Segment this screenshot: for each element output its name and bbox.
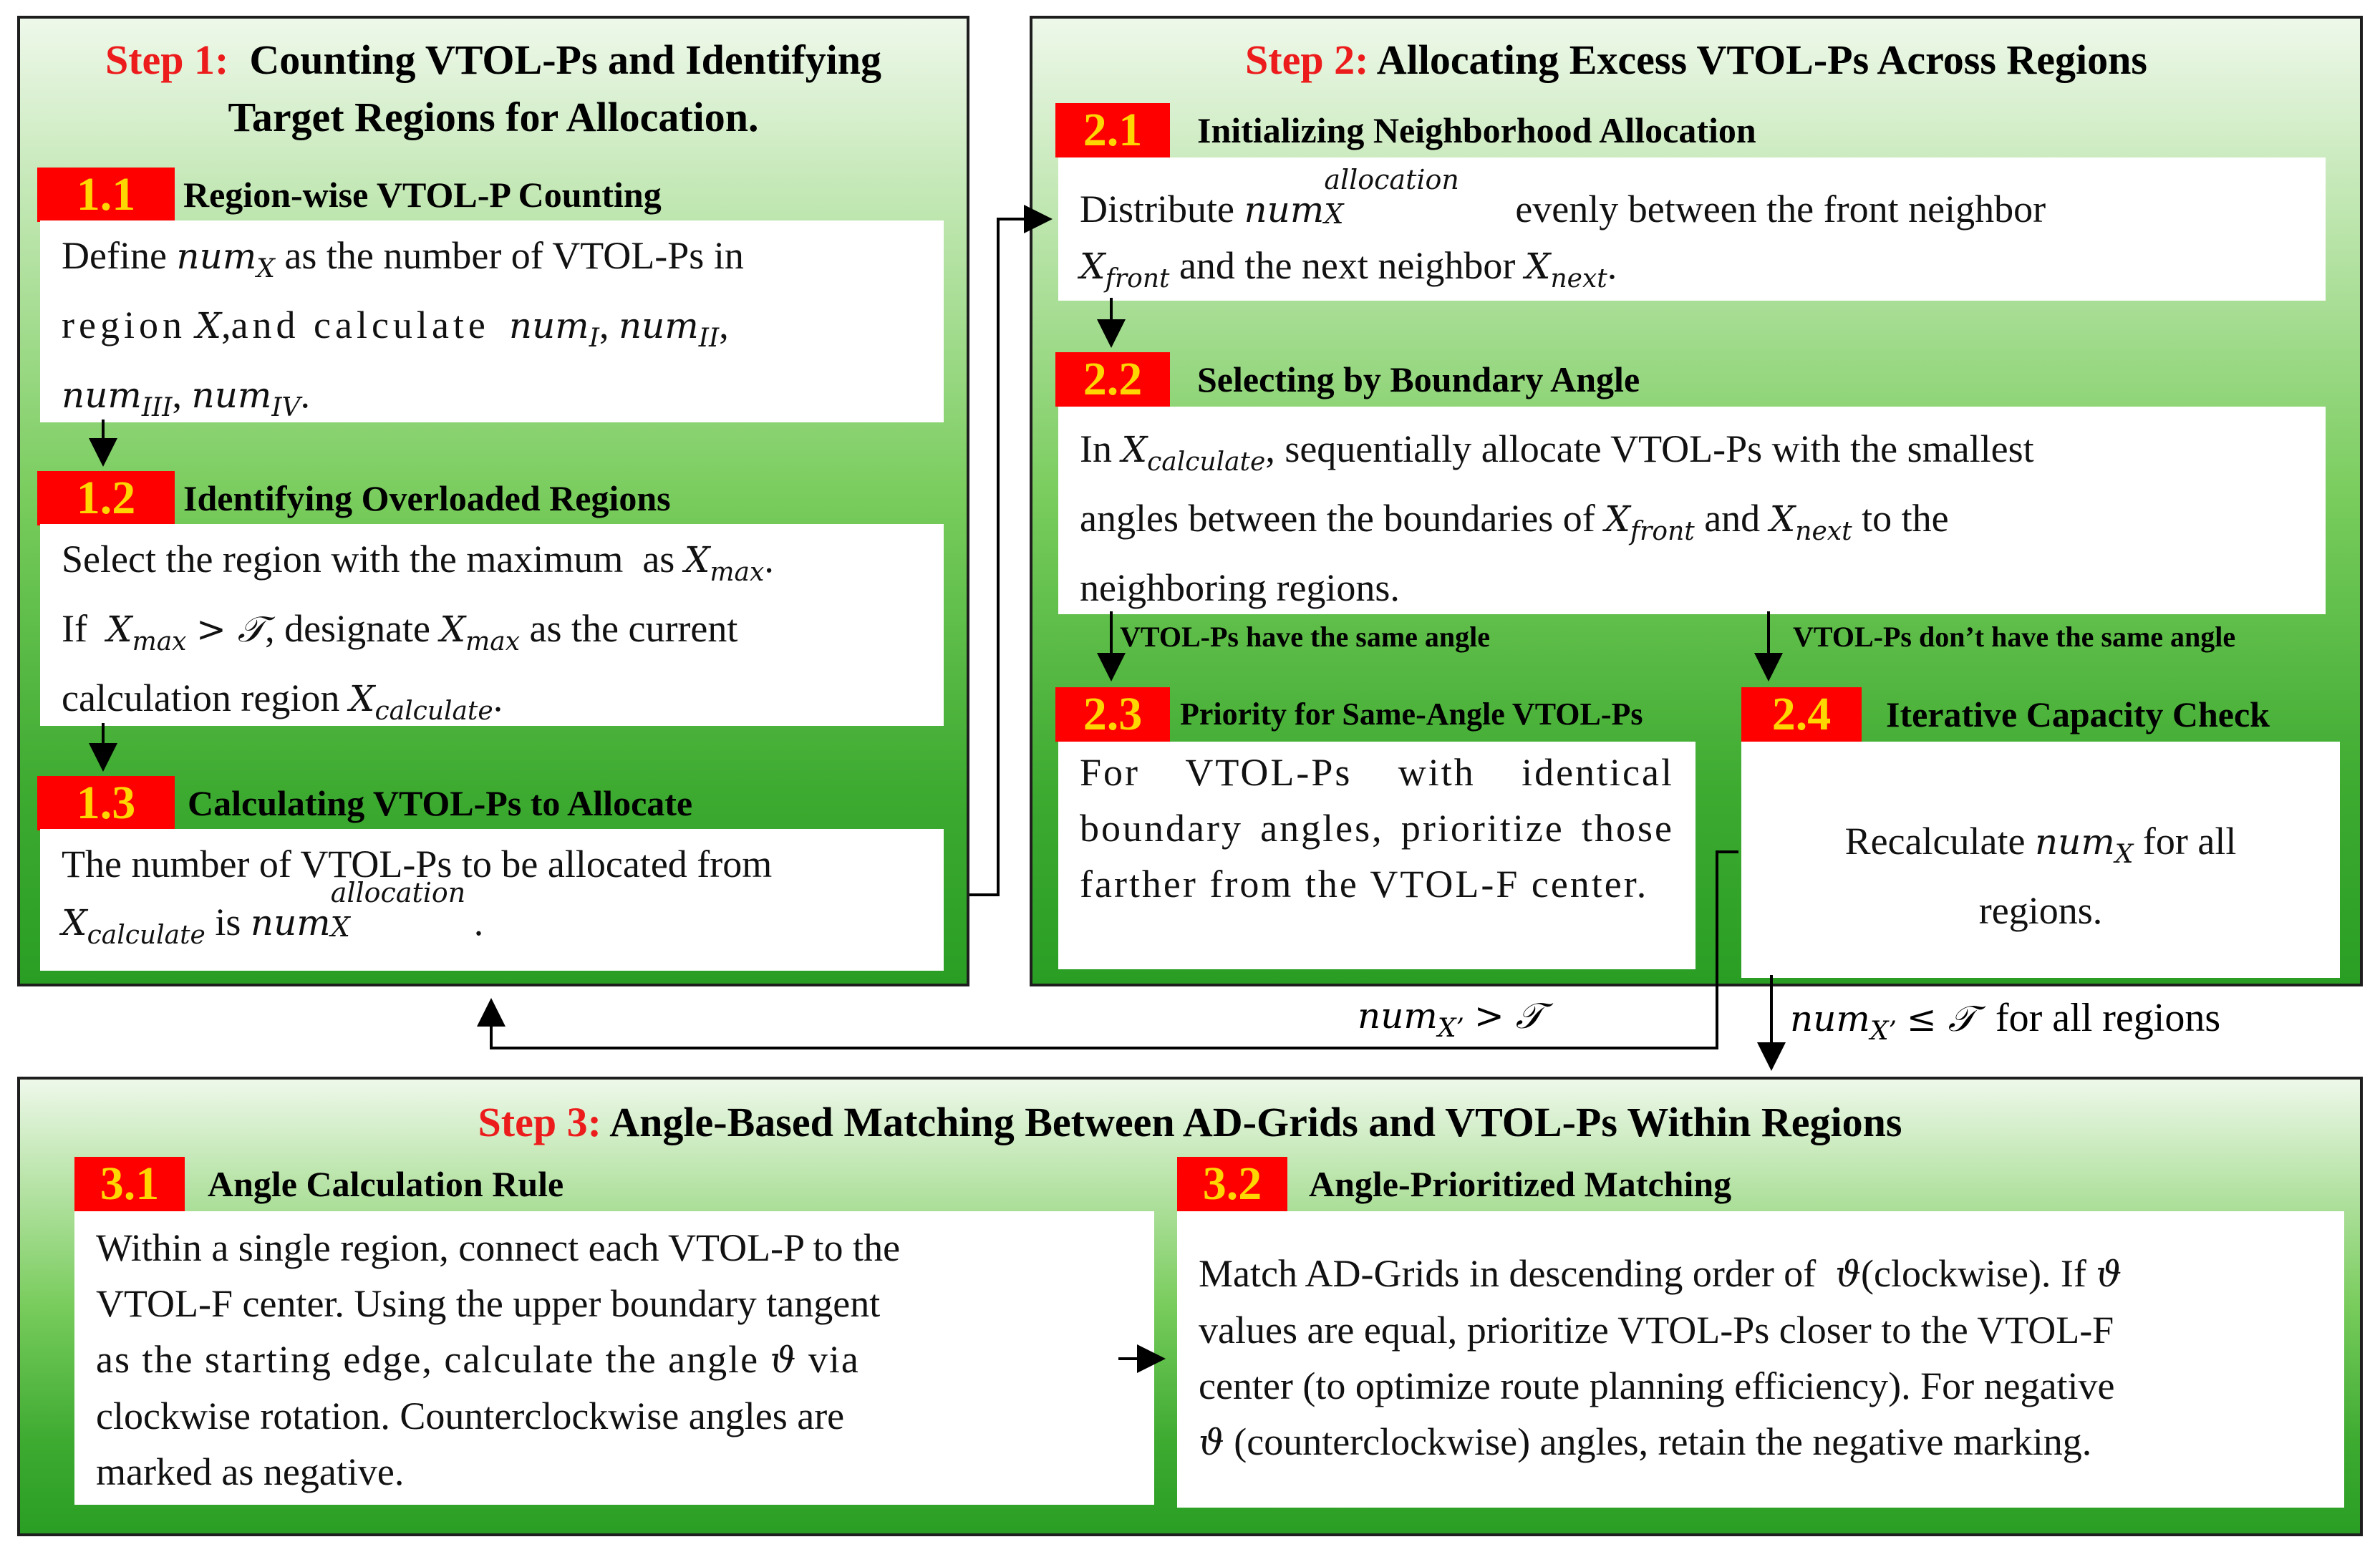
- step3-prefix: Step 3:: [478, 1099, 601, 1145]
- step1-prefix: Step 1:: [105, 37, 229, 83]
- step2-2-text: In $X_{calculate}$, sequentially allocate VTOL-Ps with the smallest angles between the boundaries of $X_{front}$ and $X_{next}$ to the neighboring regions.: [1058, 407, 2326, 614]
- step1-1-badge: 1.1: [37, 168, 175, 222]
- step2-4-text: Recalculate num$_X$ for all regions.: [1741, 742, 2340, 978]
- step1-1-title: Region-wise VTOL-P Counting: [183, 175, 662, 215]
- step2-prefix: Step 2:: [1245, 37, 1369, 83]
- step1-2-badge: 1.2: [37, 471, 175, 525]
- arrow-step1-to-step2: [969, 219, 1050, 895]
- step3-title-text: Angle-Based Matching Between AD-Grids and VTOL-Ps Within Regions: [609, 1099, 1902, 1145]
- step2-4-title: Iterative Capacity Check: [1886, 694, 2270, 734]
- step2-diff-angle-label: VTOL-Ps don’t have the same angle: [1793, 621, 2236, 653]
- step1-3-text: The number of VTOL-Ps to be allocated from $X_{calculate}$ is num allocation X .: [40, 829, 944, 971]
- step3-1-badge: 3.1: [74, 1157, 185, 1211]
- step2-same-angle-label: VTOL-Ps have the same angle: [1120, 621, 1491, 653]
- step3-1-text: Within a single region, connect each VTOL-P to the VTOL-F center. Using the upper boundary tangent as the starting edge, calculate the angle ϑ via clockwise rotation. Counterclockwise angles are marked as negative.: [74, 1211, 1154, 1505]
- step2-3-title: Priority for Same-Angle VTOL-Ps: [1180, 697, 1643, 732]
- step2-2-title: Selecting by Boundary Angle: [1197, 359, 1640, 399]
- step2-1-text: Distribute num allocation X evenly between the front neighbor $X_{front}$ and the next neighbor $X_{next}$.: [1058, 157, 2326, 301]
- exit-condition-label: num$_{X’}$ ≤ 𝒯 for all regions: [1790, 996, 2221, 1046]
- loop-condition-label: num$_{X’}$ > 𝒯: [1358, 995, 1543, 1043]
- step3-1-title: Angle Calculation Rule: [208, 1164, 564, 1204]
- step2-1-badge: 2.1: [1055, 103, 1170, 157]
- step2-3-text: For VTOL-Ps with identical boundary angles, prioritize those farther from the VTOL-F center.: [1058, 742, 1695, 969]
- step3-2-text: Match AD-Grids in descending order of ϑ(clockwise). If ϑ values are equal, prioritize VTOL-Ps closer to the VTOL-F center (to optimize route planning efficiency). For negative ϑ (counterclockwise) angles, retain the negative marking.: [1177, 1211, 2344, 1508]
- arrow-2-4-loop-back: [491, 852, 1738, 1048]
- step1-title-line1: Counting VTOL-Ps and Identifying: [249, 37, 882, 83]
- step2-1-title: Initializing Neighborhood Allocation: [1197, 110, 1756, 150]
- step1-1-text: Define num$_X$ as the number of VTOL-Ps in region X,and calculate num$_I$, num$_{II}$, num$_{III}$, num$_{IV}$.: [40, 220, 944, 422]
- step1-3-badge: 1.3: [37, 776, 175, 830]
- step2-4-badge: 2.4: [1741, 687, 1862, 742]
- step1-3-title: Calculating VTOL-Ps to Allocate: [188, 783, 693, 823]
- step3-2-title: Angle-Prioritized Matching: [1309, 1164, 1732, 1204]
- step2-2-badge: 2.2: [1055, 352, 1170, 407]
- step3-2-badge: 3.2: [1177, 1157, 1287, 1211]
- step1-2-text: Select the region with the maximum as $X_{max}$. If $X_{max}$ > 𝒯, designate $X_{max}$ as the current calculation region $X_{calculate}$.: [40, 524, 944, 726]
- step1-title-line2: Target Regions for Allocation.: [228, 94, 759, 140]
- step2-title-text: Allocating Excess VTOL-Ps Across Regions: [1376, 37, 2147, 83]
- step1-2-title: Identifying Overloaded Regions: [183, 478, 671, 518]
- exit-condition-tail: for all regions: [1996, 996, 2221, 1040]
- step2-3-badge: 2.3: [1055, 687, 1170, 742]
